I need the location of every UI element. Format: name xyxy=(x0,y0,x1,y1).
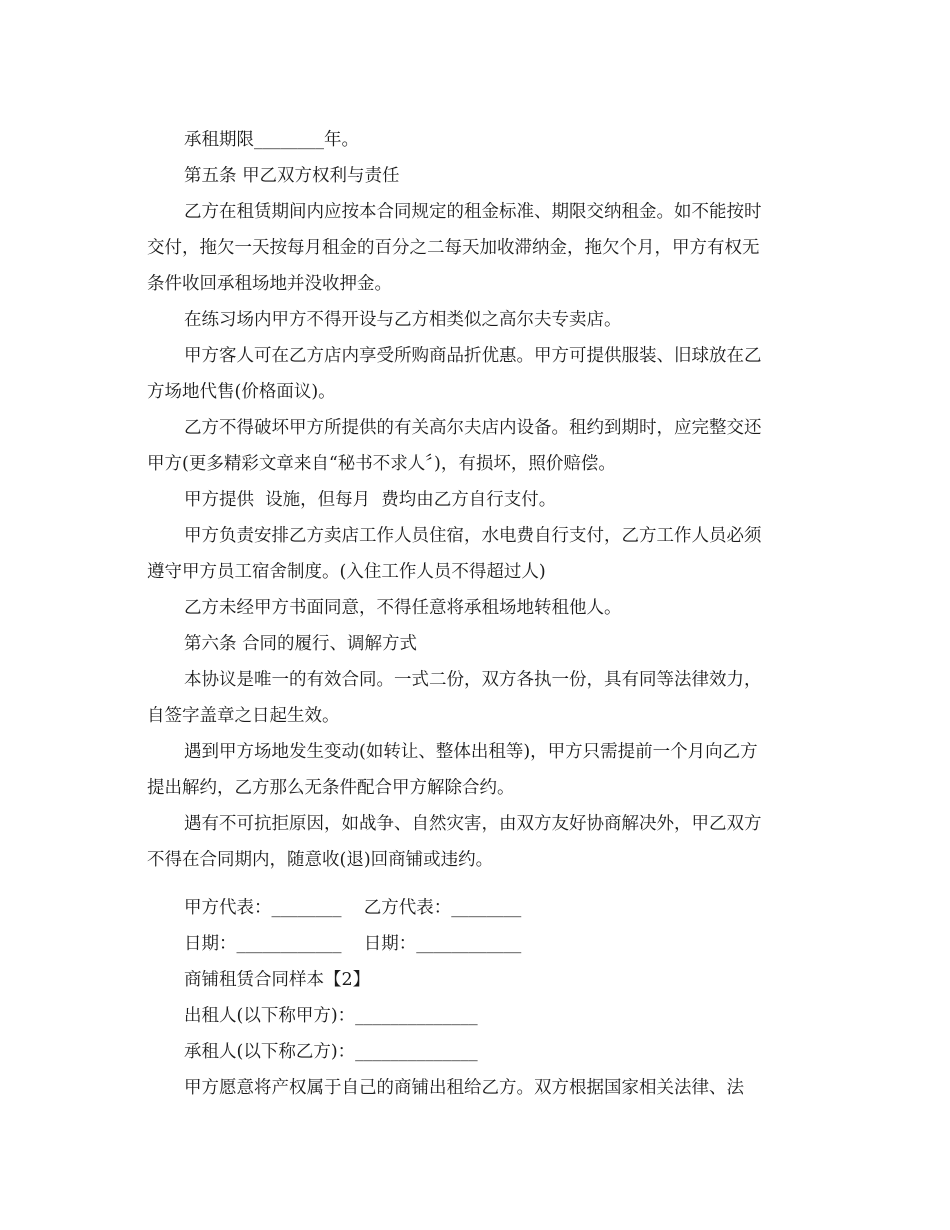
paragraph-line: 本协议是唯一的有效合同。一式二份，双方各执一份，具有同等法律效力， xyxy=(184,670,762,690)
lease-term-line: 承租期限________年。 xyxy=(184,130,359,150)
paragraph-line: 在练习场内甲方不得开设与乙方相类似之高尔夫专卖店。 xyxy=(184,310,622,330)
paragraph-line: 甲方提供 设施，但每月 费均由乙方自行支付。 xyxy=(184,490,557,510)
paragraph-line: 甲方愿意将产权属于自己的商铺出租给乙方。双方根据国家相关法律、法 xyxy=(184,1078,744,1098)
article-6-heading: 第六条 合同的履行、调解方式 xyxy=(184,634,418,654)
paragraph-line: 乙方在租赁期间内应按本合同规定的租金标准、期限交纳租金。如不能按时 xyxy=(184,202,762,222)
paragraph-line: 遇到甲方场地发生变动(如转让、整体出租等)，甲方只需提前一个月向乙方 xyxy=(184,742,758,762)
paragraph-line: 提出解约，乙方那么无条件配合甲方解除合约。 xyxy=(147,778,515,798)
paragraph-line: 甲方负责安排乙方卖店工作人员住宿，水电费自行支付，乙方工作人员必须 xyxy=(184,526,762,546)
paragraph-line: 方场地代售(价格面议)。 xyxy=(147,382,336,402)
lessor-line: 出租人(以下称甲方)：______________ xyxy=(184,1006,478,1026)
paragraph-line: 遇有不可抗拒原因，如战争、自然灾害，由双方友好协商解决外，甲乙双方 xyxy=(184,814,762,834)
paragraph-line: 乙方不得破坏甲方所提供的有关高尔夫店内设备。租约到期时，应完整交还 xyxy=(184,418,762,438)
paragraph-line: 遵守甲方员工宿舍制度。(入住工作人员不得超过人) xyxy=(147,562,546,582)
article-5-heading: 第五条 甲乙双方权利与责任 xyxy=(184,166,400,186)
paragraph-line: 乙方未经甲方书面同意，不得任意将承租场地转租他人。 xyxy=(184,598,622,618)
section-heading: 商铺租赁合同样本【2】 xyxy=(184,970,371,990)
paragraph-line: 甲方客人可在乙方店内享受所购商品折优惠。甲方可提供服装、旧球放在乙 xyxy=(184,346,762,366)
dates-line: 日期：____________ 日期：____________ xyxy=(184,934,522,954)
lessee-line: 承租人(以下称乙方)：______________ xyxy=(184,1042,478,1062)
representatives-line: 甲方代表：________ 乙方代表：________ xyxy=(184,898,522,918)
paragraph-line: 甲方(更多精彩文章来自“秘书不求人〞)，有损坏，照价赔偿。 xyxy=(147,454,616,474)
paragraph-line: 不得在合同期内，随意收(退)回商铺或违约。 xyxy=(147,850,494,870)
paragraph-line: 自签字盖章之日起生效。 xyxy=(147,706,340,726)
paragraph-line: 条件收回承租场地并没收押金。 xyxy=(147,274,392,294)
paragraph-line: 交付，拖欠一天按每月租金的百分之二每天加收滞纳金，拖欠个月，甲方有权无 xyxy=(147,238,760,258)
